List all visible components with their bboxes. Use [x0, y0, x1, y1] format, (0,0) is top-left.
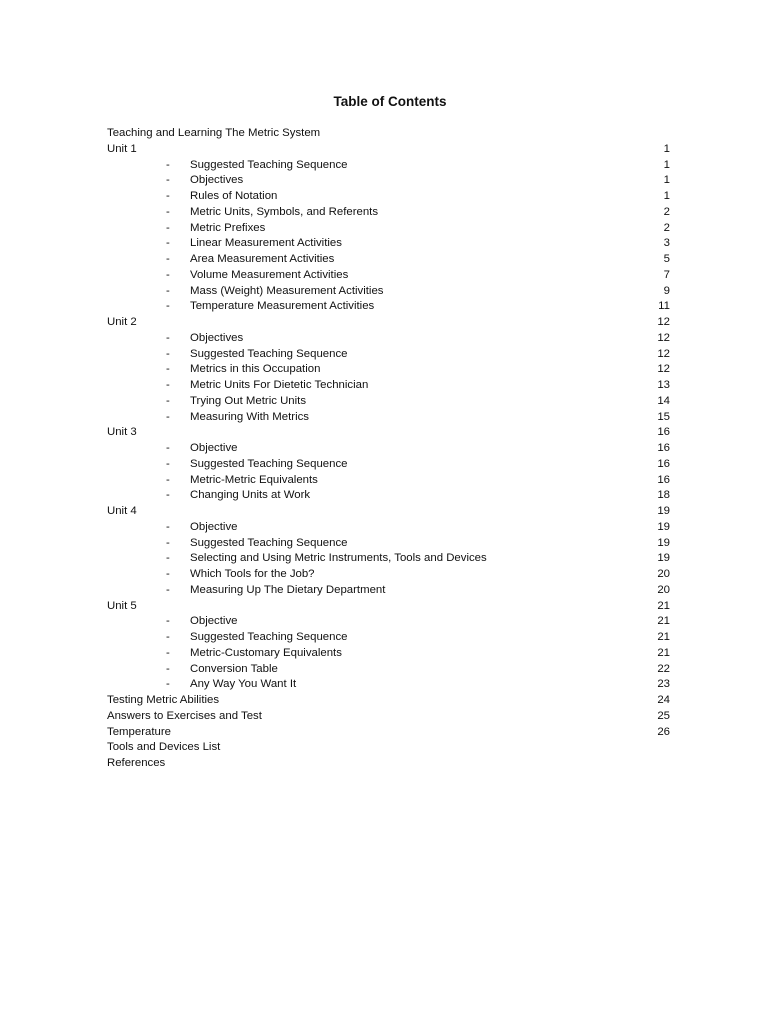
toc-entry-label: Unit 5 [107, 599, 137, 612]
toc-entry-label: Objective [190, 520, 238, 533]
toc-subentry [107, 205, 679, 221]
toc-entry-label: Unit 2 [107, 316, 137, 328]
toc-entry-label: Metrics in this Occupation [190, 363, 321, 376]
table-of-contents [107, 126, 679, 772]
toc-page-number: 25 [657, 709, 670, 722]
toc-entry-label: Unit 3 [107, 426, 137, 439]
toc-subentry [107, 551, 679, 567]
bullet-dash: - [166, 158, 170, 171]
bullet-dash: - [166, 473, 170, 486]
toc-entry-label: Area Measurement Activities [190, 253, 335, 265]
toc-subentry [107, 662, 679, 678]
toc-page-number: 12 [657, 316, 670, 328]
toc-page-number: 23 [657, 678, 670, 691]
bullet-dash: - [166, 615, 170, 628]
toc-page-number: 16 [657, 426, 670, 439]
bullet-dash: - [166, 536, 170, 549]
toc-subentry [107, 520, 679, 536]
toc-entry-label: Tools and Devices List [107, 741, 221, 754]
bullet-dash: - [166, 221, 170, 234]
toc-subentry [107, 362, 679, 378]
toc-page-number: 21 [657, 615, 670, 628]
bullet-dash: - [166, 363, 170, 376]
toc-page-number: 19 [657, 552, 670, 565]
toc-subentry [107, 394, 679, 410]
toc-page-number: 1 [663, 190, 670, 202]
toc-subentry [107, 488, 679, 504]
toc-subentry [107, 457, 679, 473]
toc-page-number: 26 [657, 725, 670, 738]
bullet-dash: - [166, 190, 170, 202]
toc-entry [107, 126, 679, 142]
toc-entry [107, 725, 679, 741]
bullet-dash: - [166, 379, 170, 391]
toc-entry-label: References [107, 757, 166, 769]
bullet-dash: - [166, 662, 170, 675]
toc-entry-label: Mass (Weight) Measurement Activities [190, 284, 384, 297]
bullet-dash: - [166, 646, 170, 659]
bullet-dash: - [166, 237, 170, 250]
toc-entry-label: Temperature Measurement Activities [190, 300, 375, 313]
toc-page-number: 7 [663, 268, 670, 281]
bullet-dash: - [166, 347, 170, 360]
toc-entry-label: Volume Measurement Activities [190, 268, 349, 281]
toc-page-number: 14 [657, 394, 670, 407]
toc-page-number: 13 [657, 379, 670, 391]
toc-subentry [107, 536, 679, 552]
toc-subentry [107, 646, 679, 662]
toc-entry-label: Changing Units at Work [190, 489, 311, 502]
toc-subentry [107, 284, 679, 300]
toc-entry-label: Rules of Notation [190, 190, 278, 202]
toc-page-number: 19 [657, 505, 670, 517]
toc-page-number: 15 [657, 410, 670, 423]
toc-subentry [107, 299, 679, 315]
toc-page-number: 24 [657, 694, 670, 706]
toc-page-number: 20 [657, 568, 670, 580]
toc-page-number: 19 [657, 536, 670, 549]
bullet-dash: - [166, 457, 170, 470]
toc-entry-label: Conversion Table [190, 662, 278, 675]
toc-subentry [107, 221, 679, 237]
toc-page-number: 16 [657, 442, 670, 454]
toc-entry-label: Any Way You Want It [190, 678, 297, 691]
toc-page-number: 18 [657, 489, 670, 502]
bullet-dash: - [166, 410, 170, 423]
toc-entry [107, 599, 679, 615]
toc-entry-label: Which Tools for the Job? [190, 568, 315, 580]
toc-entry-label: Metric Prefixes [190, 221, 266, 234]
toc-subentry [107, 630, 679, 646]
toc-entry-label: Trying Out Metric Units [190, 394, 307, 407]
toc-entry-label: Metric Units, Symbols, and Referents [190, 205, 379, 218]
toc-entry-label: Objective [190, 615, 238, 628]
toc-page-number: 3 [663, 237, 670, 250]
toc-entry [107, 740, 679, 756]
toc-page-number: 21 [657, 631, 670, 643]
toc-subentry [107, 252, 679, 268]
toc-page-number: 12 [657, 363, 670, 376]
toc-entry-label: Objective [190, 442, 238, 454]
toc-subentry [107, 347, 679, 363]
toc-entry-label: Suggested Teaching Sequence [190, 457, 348, 470]
toc-entry-label: Metric-Customary Equivalents [190, 646, 342, 659]
toc-entry-label: Testing Metric Abilities [107, 694, 220, 706]
toc-entry-label: Metric-Metric Equivalents [190, 473, 318, 486]
toc-page-number: 1 [663, 158, 670, 171]
toc-entry-label: Answers to Exercises and Test [107, 709, 262, 722]
toc-entry [107, 709, 679, 725]
page-title: Table of Contents [333, 94, 447, 109]
toc-subentry [107, 268, 679, 284]
toc-entry-label: Suggested Teaching Sequence [190, 536, 348, 549]
bullet-dash: - [166, 520, 170, 533]
toc-entry-label: Objectives [190, 331, 244, 344]
toc-entry-label: Unit 1 [107, 142, 137, 155]
toc-entry-label: Teaching and Learning The Metric System [107, 127, 321, 139]
toc-entry-label: Objectives [190, 174, 244, 187]
toc-subentry [107, 173, 679, 189]
toc-page-number: 1 [663, 174, 670, 187]
bullet-dash: - [166, 253, 170, 265]
toc-subentry [107, 236, 679, 252]
toc-page-number: 12 [657, 347, 670, 360]
toc-entry-label: Metric Units For Dietetic Technician [190, 379, 369, 391]
toc-page-number: 2 [663, 221, 670, 234]
bullet-dash: - [166, 678, 170, 691]
toc-entry-label: Selecting and Using Metric Instruments, Tools and Devices [190, 552, 487, 565]
bullet-dash: - [166, 552, 170, 565]
bullet-dash: - [166, 205, 170, 218]
bullet-dash: - [166, 331, 170, 344]
toc-entry-label: Suggested Teaching Sequence [190, 158, 348, 171]
toc-subentry [107, 473, 679, 489]
toc-entry-label: Unit 4 [107, 505, 137, 517]
toc-page-number: 9 [663, 284, 670, 297]
toc-subentry [107, 189, 679, 205]
toc-entry-label: Temperature [107, 725, 171, 738]
toc-page-number: 12 [657, 331, 670, 344]
toc-page-number: 11 [658, 300, 670, 313]
toc-entry-label: Linear Measurement Activities [190, 237, 342, 250]
toc-entry [107, 693, 679, 709]
toc-entry [107, 504, 679, 520]
toc-page-number: 21 [657, 646, 670, 659]
toc-subentry [107, 614, 679, 630]
toc-page-number: 20 [657, 583, 670, 596]
bullet-dash: - [166, 268, 170, 281]
bullet-dash: - [166, 583, 170, 596]
toc-subentry [107, 331, 679, 347]
toc-subentry [107, 410, 679, 426]
toc-entry [107, 142, 679, 158]
toc-entry [107, 756, 679, 772]
toc-entry-label: Measuring With Metrics [190, 410, 309, 423]
toc-entry-label: Suggested Teaching Sequence [190, 347, 348, 360]
toc-subentry [107, 158, 679, 174]
toc-entry [107, 315, 679, 331]
bullet-dash: - [166, 394, 170, 407]
bullet-dash: - [166, 631, 170, 643]
toc-entry-label: Suggested Teaching Sequence [190, 631, 348, 643]
toc-subentry [107, 567, 679, 583]
bullet-dash: - [166, 442, 170, 454]
toc-subentry [107, 677, 679, 693]
bullet-dash: - [166, 284, 170, 297]
toc-page-number: 21 [657, 599, 670, 612]
toc-entry-label: Measuring Up The Dietary Department [190, 583, 386, 596]
bullet-dash: - [166, 489, 170, 502]
toc-page-number: 16 [657, 473, 670, 486]
bullet-dash: - [166, 568, 170, 580]
toc-subentry [107, 583, 679, 599]
toc-page-number: 2 [663, 205, 670, 218]
bullet-dash: - [166, 174, 170, 187]
toc-page-number: 22 [657, 662, 670, 675]
toc-entry [107, 425, 679, 441]
toc-page-number: 1 [663, 142, 670, 155]
toc-page-number: 19 [657, 520, 670, 533]
toc-subentry [107, 378, 679, 394]
toc-page-number: 16 [657, 457, 670, 470]
toc-subentry [107, 441, 679, 457]
bullet-dash: - [166, 300, 170, 313]
toc-page-number: 5 [663, 253, 670, 265]
